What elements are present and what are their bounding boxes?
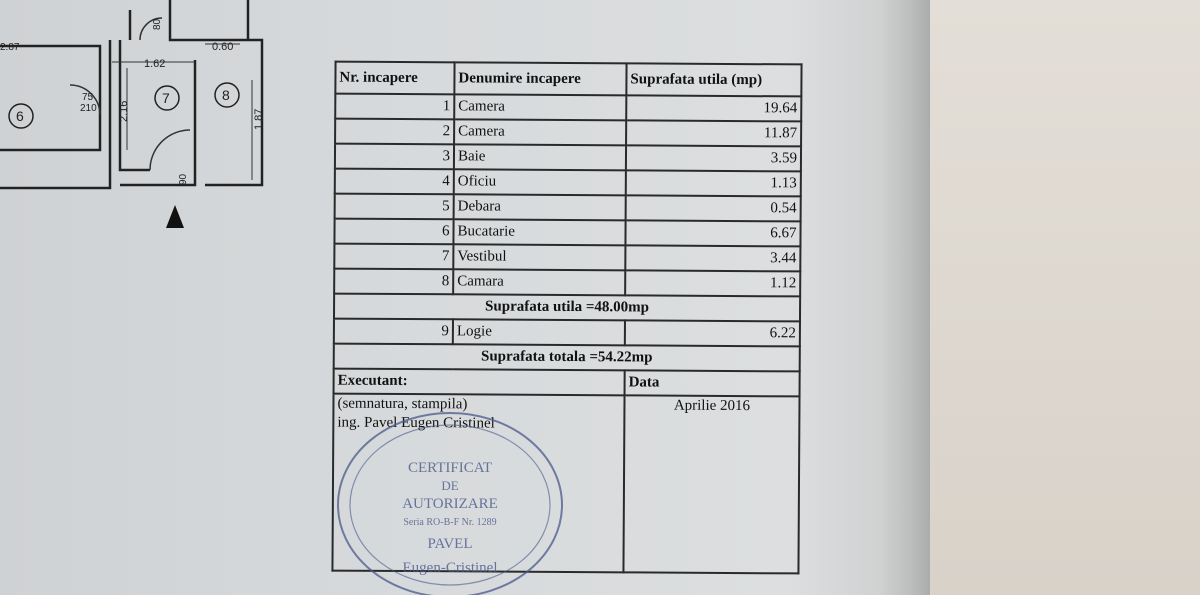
stamp-line: PAVEL xyxy=(427,536,473,552)
door-label: 210 xyxy=(80,103,97,114)
room-name: Vestibul xyxy=(453,244,625,270)
table-row xyxy=(334,269,800,297)
date-value: Aprilie 2016 xyxy=(673,397,751,415)
table-row xyxy=(335,94,801,122)
stamp-line: AUTORIZARE xyxy=(402,496,498,512)
room-area: 3.44 xyxy=(625,245,800,271)
dim-label: 2.87 xyxy=(0,42,20,53)
room-name: Oficiu xyxy=(454,169,626,195)
header-nr: Nr. incapere xyxy=(335,62,454,95)
stamp-line: DE xyxy=(441,478,459,493)
executant-label: Executant: xyxy=(334,369,625,396)
room-nr: 1 xyxy=(335,94,454,120)
room-nr: 4 xyxy=(335,169,454,195)
signature-note: (semnatura, stampila) xyxy=(337,395,468,413)
table-row xyxy=(335,169,801,197)
table-row xyxy=(335,194,801,222)
stamp-line: CERTIFICAT xyxy=(407,460,493,476)
dim-label: 0.60 xyxy=(212,41,234,53)
date-cell xyxy=(623,395,799,573)
header-area: Suprafata utila (mp) xyxy=(626,63,801,96)
room-nr: 2 xyxy=(335,119,454,145)
subtotal-row xyxy=(334,294,800,322)
table-header-row xyxy=(335,62,801,97)
dim-label: 1.62 xyxy=(144,58,166,70)
room-name: Debara xyxy=(454,194,626,220)
date-label: Data xyxy=(625,370,800,396)
room-area: 0.54 xyxy=(626,195,801,221)
table-row xyxy=(334,219,800,247)
room-name: Bucatarie xyxy=(453,219,625,245)
room-nr: 8 xyxy=(334,269,453,295)
room-nr: 9 xyxy=(334,319,453,345)
room-name: Logie xyxy=(453,319,625,345)
room-number: 7 xyxy=(162,90,170,106)
dim-label: 1.87 xyxy=(253,108,265,130)
room-name: Camara xyxy=(453,269,625,295)
room-area: 6.67 xyxy=(625,220,800,246)
room-area: 1.13 xyxy=(626,170,801,196)
room-nr: 7 xyxy=(334,244,453,270)
header-name: Denumire incapere xyxy=(454,62,626,95)
room-area: 19.64 xyxy=(626,95,801,121)
room-area: 6.22 xyxy=(625,320,800,346)
door-label: 75 xyxy=(82,92,94,103)
authorization-stamp xyxy=(332,400,568,595)
dim-label: 2.16 xyxy=(118,100,130,122)
room-number: 6 xyxy=(16,108,24,124)
table-row xyxy=(334,244,800,272)
engineer-name: ing. Pavel Eugen Cristinel xyxy=(337,414,495,432)
stamp-line: Eugen-Cristinel xyxy=(402,560,498,576)
room-area: 11.87 xyxy=(626,120,801,146)
paper-shadow xyxy=(880,0,930,595)
room-name: Camera xyxy=(454,94,626,120)
total-row xyxy=(334,344,800,372)
room-nr: 6 xyxy=(334,219,453,245)
entrance-arrow-icon xyxy=(166,205,184,228)
signature-header-row xyxy=(334,369,800,397)
total-area: Suprafata totala =54.22mp xyxy=(334,344,800,372)
room-nr: 5 xyxy=(335,194,454,220)
useful-area-total: Suprafata utila =48.00mp xyxy=(334,294,800,322)
desk-background xyxy=(930,0,1200,595)
room-name: Camera xyxy=(454,119,626,145)
table-row xyxy=(334,319,800,347)
door-label: 90 xyxy=(178,173,189,185)
room-area: 1.12 xyxy=(625,270,800,296)
floor-plan xyxy=(0,0,280,240)
room-name: Baie xyxy=(454,144,626,170)
room-nr: 3 xyxy=(335,144,454,170)
table-row xyxy=(335,119,801,147)
table-row xyxy=(335,144,801,172)
room-area: 3.59 xyxy=(626,145,801,171)
door-label: 80 xyxy=(152,18,163,30)
room-number: 8 xyxy=(222,87,230,103)
stamp-line: Seria RO-B-F Nr. 1289 xyxy=(403,517,497,528)
